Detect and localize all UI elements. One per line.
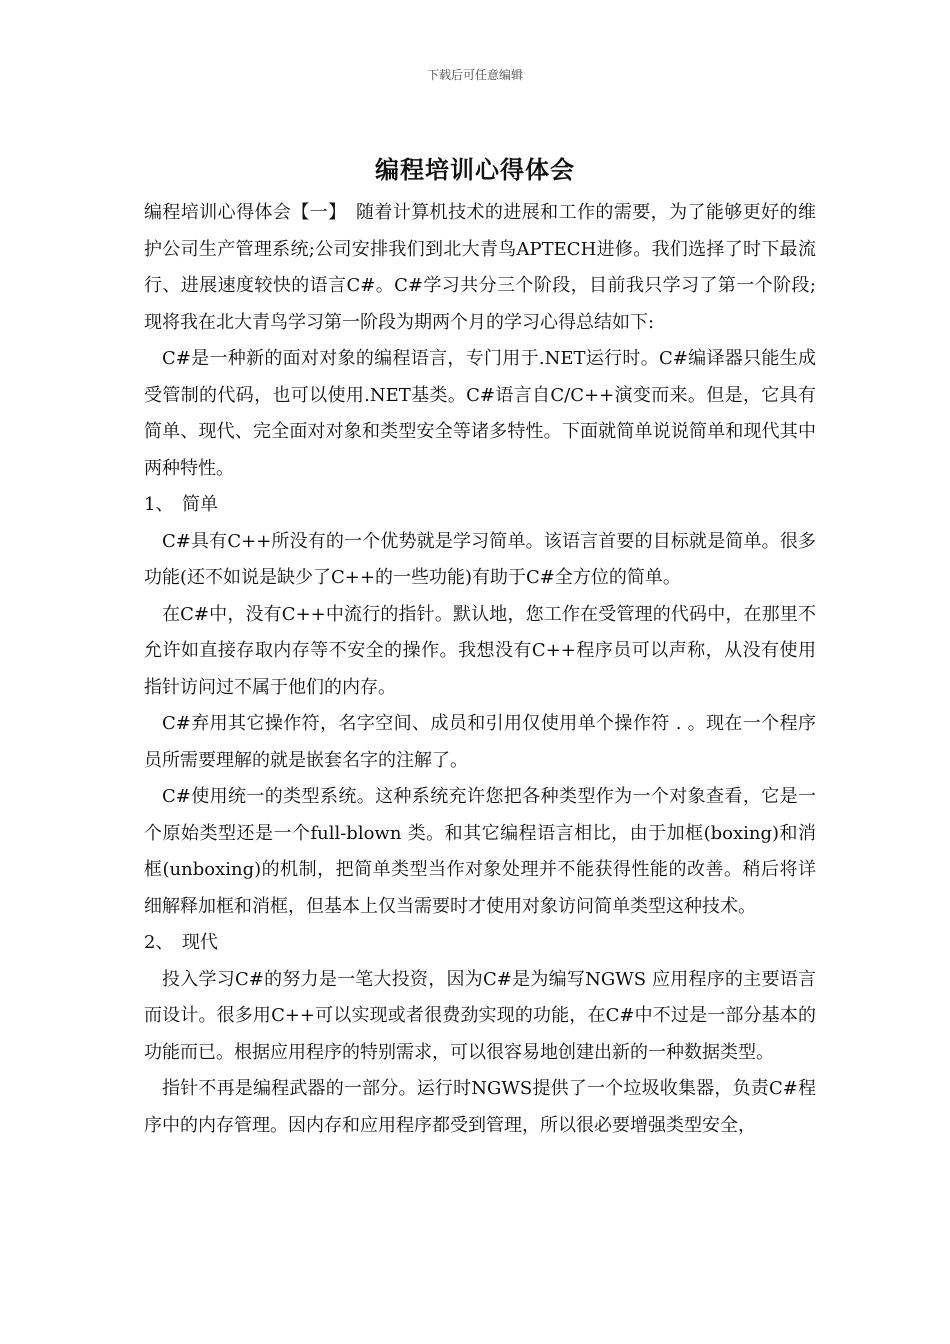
paragraph-csharp-overview: C#是一种新的面对对象的编程语言，专门用于.NET运行时。C#编译器只能生成受管制的代码，也可以使用.NET基类。C#语言自C/C++演变而来。但是，它具有简单、现代、完全面对对象和类型安全等诸多特性。下面就简单说说简单和现代其中两种特性。 [144, 348, 816, 479]
section-label: 简单 [182, 494, 218, 515]
section-label: 现代 [182, 932, 218, 953]
header-note: 下载后可任意编辑 [426, 68, 523, 82]
paragraph-simple-4: C#使用统一的类型系统。这种系统充许您把各种类型作为一个对象查看，它是一个原始类型还是一个full-blown 类。和其它编程语言相比，由于加框(boxing)和消框(unboxing)的机制，把简单类型当作对象处理并不能获得性能的改善。稍后将详细解释加框和消框，但基本上仅当需要时才使用对象访问简单类型这种技术。 [144, 786, 816, 917]
section-heading-simple [144, 487, 816, 524]
document-body [144, 195, 816, 1144]
paragraph-simple-1: C#具有C++所没有的一个优势就是学习简单。该语言首要的目标就是简单。很多功能(还不如说是缺少了C++的一些功能)有助于C#全方位的简单。 [144, 530, 816, 588]
paragraph-modern-2: 指针不再是编程武器的一部分。运行时NGWS提供了一个垃圾收集器，负责C#程序中的内存管理。因内存和应用程序都受到管理，所以很必要增强类型安全， [144, 1078, 816, 1136]
paragraph-simple-3: C#弃用其它操作符，名字空间、成员和引用仅使用单个操作符 . 。现在一个程序员所需要理解的就是嵌套名字的注解了。 [144, 713, 816, 771]
paragraph-simple-2: 在C#中，没有C++中流行的指针。默认地，您工作在受管理的代码中，在那里不允许如直接存取内存等不安全的操作。我想没有C++程序员可以声称，从没有使用指针访问过不属于他们的内存。 [144, 603, 816, 698]
section-number: 1、 [144, 494, 174, 515]
page-title: 编程培训心得体会 [375, 156, 575, 184]
paragraph-intro: 编程培训心得体会【一】 随着计算机技术的进展和工作的需要，为了能够更好的维护公司生产管理系统;公司安排我们到北大青鸟APTECH进修。我们选择了时下最流行、进展速度较快的语言C#。C#学习共分三个阶段，目前我只学习了第一个阶段;现将我在北大青鸟学习第一阶段为期两个月的学习心得总结如下: [144, 202, 816, 333]
section-number: 2、 [144, 932, 174, 953]
section-heading-modern [144, 925, 816, 962]
paragraph-modern-1: 投入学习C#的努力是一笔大投资，因为C#是为编写NGWS 应用程序的主要语言而设计。很多用C++可以实现或者很费劲实现的功能，在C#中不过是一部分基本的功能而已。根据应用程序的特别需求，可以很容易地创建出新的一种数据类型。 [144, 968, 816, 1063]
